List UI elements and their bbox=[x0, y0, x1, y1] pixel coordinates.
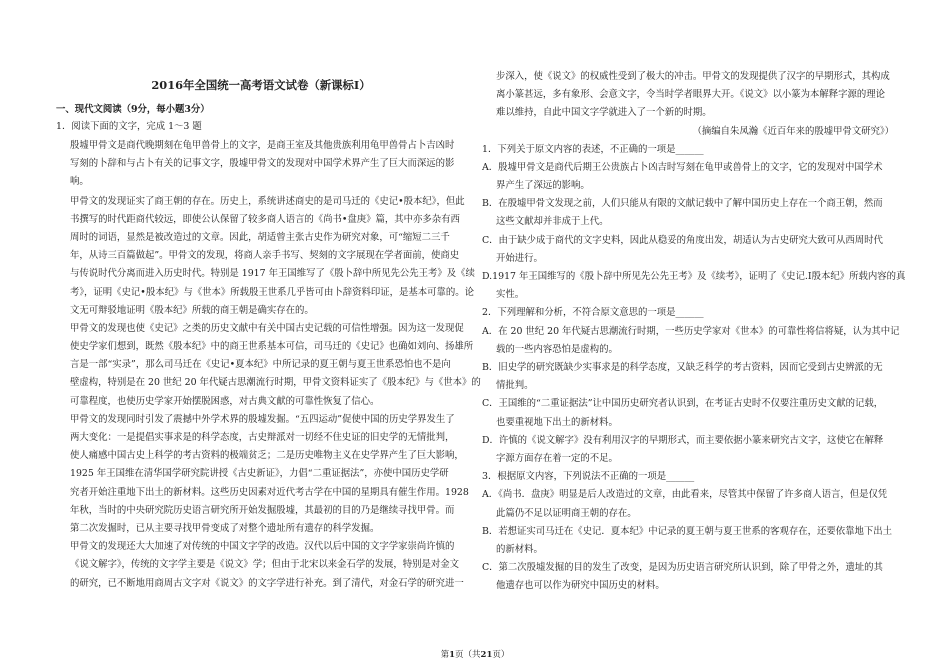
passage-line: 言是一部“实录”，那么司马迁在《史记•夏本纪》中所记录的夏王朝与夏王世系恐怕也不是向 bbox=[70, 359, 451, 370]
question-3-stem: 3．根据原文内容，下列说法不正确的一项是______ bbox=[482, 471, 695, 482]
passage-line: 两大变化：一是提倡实事求是的科学态度，古史辩派对一切经不住史证的旧史学的无情批判， bbox=[70, 432, 455, 443]
passage-source: （摘编自朱凤瀚《近百年来的殷墟甲骨文研究》） bbox=[692, 126, 894, 137]
passage-line: 响。 bbox=[70, 176, 89, 187]
passage-line: 书撰写的时代距商代较远，即使公认保留了较多商人语言的《尚书•盘庚》篇，其中亦多杂有西 bbox=[70, 214, 460, 225]
option-continuation: 的新材料。 bbox=[496, 544, 543, 555]
page-number: 1 bbox=[449, 650, 456, 660]
question-1-stem: 1．下列关于原文内容的表述，不正确的一项是______ bbox=[482, 144, 704, 155]
option-continuation: 实性。 bbox=[496, 289, 525, 300]
passage-line: 的研究，已不断地用商周古文字对《说文》的文字学进行补充。到了清代，对金石学的研究进一 bbox=[70, 578, 464, 589]
footer-prefix: 第 bbox=[440, 650, 450, 660]
passage-line: 考》，证明《史记•殷本纪》与《世本》所载殷王世系几乎皆可由卜辞资料印证，是基本可靠的。论 bbox=[70, 287, 474, 298]
option-continuation: 载的一些内容恐怕是虚构的。 bbox=[496, 344, 618, 355]
option-d: D．许慎的《说文解字》没有利用汉字的早期形式，而主要依据小篆来研究古文字，这使它在解释 bbox=[482, 435, 884, 446]
passage-line: 《说文解字》，传统的文字学主要是《说文》学；但由于北宋以来金石学的发展，特别是对金文 bbox=[70, 559, 460, 570]
question-2-stem: 2．下列理解和分析，不符合原文意思的一项是______ bbox=[482, 307, 704, 318]
option-c: C．王国维的“二重证据法”让中国历史研究者认识到，在考证古史时不仅要注重历史文献的记载， bbox=[482, 398, 884, 409]
passage-line: 年秋，当时的中央研究院历史语言研究所开始发掘殷墟，其最初的目的乃是继续寻找甲骨。而 bbox=[70, 505, 455, 516]
passage-line: 写刻的卜辞和与占卜有关的记事文字，殷墟甲骨文的发现对中国学术界产生了巨大而深远的影 bbox=[70, 158, 455, 169]
question-intro: 1．阅读下面的文字，完成 1～3 题 bbox=[56, 121, 202, 132]
option-b: B．在殷墟甲骨文发现之前，人们只能从有限的文献记载中了解中国历史上存在一个商王朝，然而 bbox=[482, 198, 883, 209]
passage-line: 周时的词语，显然是被改造过的文章。因此，胡适曾主张古史作为研究对象，可“缩短二三千 bbox=[70, 232, 450, 243]
passage-line: 可靠程度，也使历史学家开始摆脱困惑，对古典文献的可靠性恢复了信心。 bbox=[70, 396, 380, 407]
option-b: B．若想证实司马迁在《史记．夏本纪》中记录的夏王朝与夏王世系的客观存在，还要依靠地下出土 bbox=[482, 526, 893, 537]
option-continuation: 情批判。 bbox=[496, 380, 534, 391]
passage-line: 与传说时代分离而进入历史时代。特别是 1917 年王国维写了《殷卜辞中所见先公先王考》及《续 bbox=[70, 268, 475, 279]
passage-line: 难以维持，自此中国文字学就进入了一个新的时期。 bbox=[496, 107, 712, 118]
option-continuation: 开始进行。 bbox=[496, 253, 543, 264]
option-b: B．旧史学的研究既缺少实事求是的科学态度，又缺乏科学的考古资料，因而它受到古史辨派的无 bbox=[482, 362, 883, 373]
option-a: A．《尚书．盘庚》明显是后人改造过的文章，由此看来，尽管其中保留了许多商人语言，但是仅凭 bbox=[482, 489, 888, 500]
passage-line: 甲骨文的发现证实了商王朝的存在。历史上，系统讲述商史的是司马迁的《史记•殷本纪》，但此 bbox=[70, 196, 465, 207]
option-c: C．由于缺少成于商代的文字史料，因此从稳妥的角度出发，胡适认为古史研究大致可从西周时代 bbox=[482, 235, 883, 246]
passage-line: 甲骨文的发现也使《史记》之类的历史文献中有关中国古史记载的可信性增强。因为这一发现促 bbox=[70, 323, 464, 334]
page-footer bbox=[0, 648, 950, 660]
section-heading: 一、现代文阅读（9分，每小题3分） bbox=[56, 104, 210, 115]
footer-suffix: 页） bbox=[492, 650, 510, 660]
total-pages: 21 bbox=[480, 650, 493, 660]
passage-line: 步深入，使《说文》的权威性受到了极大的冲击。甲骨文的发现提供了汉字的早期形式，其构成 bbox=[496, 71, 890, 82]
option-c: C．第二次殷墟发掘的目的发生了改变，是因为历史语言研究所认识到，除了甲骨之外，遗址的其 bbox=[482, 562, 883, 573]
option-continuation: 此篇仍不足以证明商王朝的存在。 bbox=[496, 508, 637, 519]
option-a: A．在 20 世纪 20 年代疑古思潮流行时期，一些历史学家对《世本》的可靠性将信将疑，认为其中记 bbox=[482, 326, 900, 337]
passage-line: 第二次发掘时，已从主要寻找甲骨变成了对整个遗址所有遗存的科学发掘。 bbox=[70, 523, 380, 534]
passage-line: 1925 年王国维在清华国学研究院讲授《古史新证》，力倡“二重证据法”，亦使中国历史学研 bbox=[70, 468, 449, 479]
passage-line: 甲骨文的发现同时引发了震撼中外学术界的殷墟发掘。“五四运动”促使中国的历史学界发生了 bbox=[70, 414, 455, 425]
passage-line: 究者开始注重地下出土的新材料。这些历史因素对近代考古学在中国的星期具有催生作用。1928 bbox=[70, 487, 469, 498]
passage-line: 甲骨文的发现还大大加速了对传统的中国文字学的改造。汉代以后中国的文字学家崇尚许慎的 bbox=[70, 541, 455, 552]
passage-line: 文无可辩驳地证明《殷本纪》所载的商王朝是确实存在的。 bbox=[70, 305, 314, 316]
option-a: A．殷墟甲骨文是商代后期王公贵族占卜凶吉时写刻在龟甲或兽骨上的文字，它的发现对中国学术 bbox=[482, 162, 883, 173]
footer-mid: 页（共 bbox=[455, 650, 481, 660]
option-continuation: 也要重视地下出土的新材料。 bbox=[496, 417, 618, 428]
passage-line: 使人痛感中国古史上科学的考古资料的极端贫乏；二是历史唯物主义在史学界产生了巨大影响， bbox=[70, 450, 464, 461]
passage-line: 壁虚构，特别是在 20 世纪 20 年代疑古思潮流行时期，甲骨文资料证实了《殷本纪》与《世本》的 bbox=[70, 377, 481, 388]
option-continuation: 字源方面存在着一定的不足。 bbox=[496, 453, 618, 464]
option-continuation: 界产生了深远的影响。 bbox=[496, 180, 590, 191]
option-d: D.1917 年王国维写的《殷卜辞中所见先公先王考》及《续考》，证明了《史记.I殷本纪》所载内容的真 bbox=[482, 271, 906, 282]
passage-line: 使史学家们想到，既然《殷本纪》中的商王世系基本可信，司马迁的《史记》也确如刘向、扬雄所 bbox=[70, 341, 474, 352]
option-continuation: 这些文献却并非成于上代。 bbox=[496, 216, 609, 227]
passage-line: 年，从诗三百篇做起”。甲骨文的发现，将商人亲手书写、契刻的文字展现在学者面前，使商史 bbox=[70, 250, 460, 261]
exam-title: 2016年全国统一高考语文试卷（新课标Ⅰ） bbox=[151, 78, 371, 92]
option-continuation: 他遗存也可以作为研究中国历史的材料。 bbox=[496, 580, 665, 591]
passage-line: 殷墟甲骨文是商代晚期刻在龟甲兽骨上的文字，是商王室及其他贵族利用龟甲兽骨占卜吉凶时 bbox=[70, 140, 455, 151]
passage-line: 离小篆甚远，多有象形、会意文字，令当时学者眼界大开。《说文》以小篆为本解释字源的理论 bbox=[496, 89, 886, 100]
